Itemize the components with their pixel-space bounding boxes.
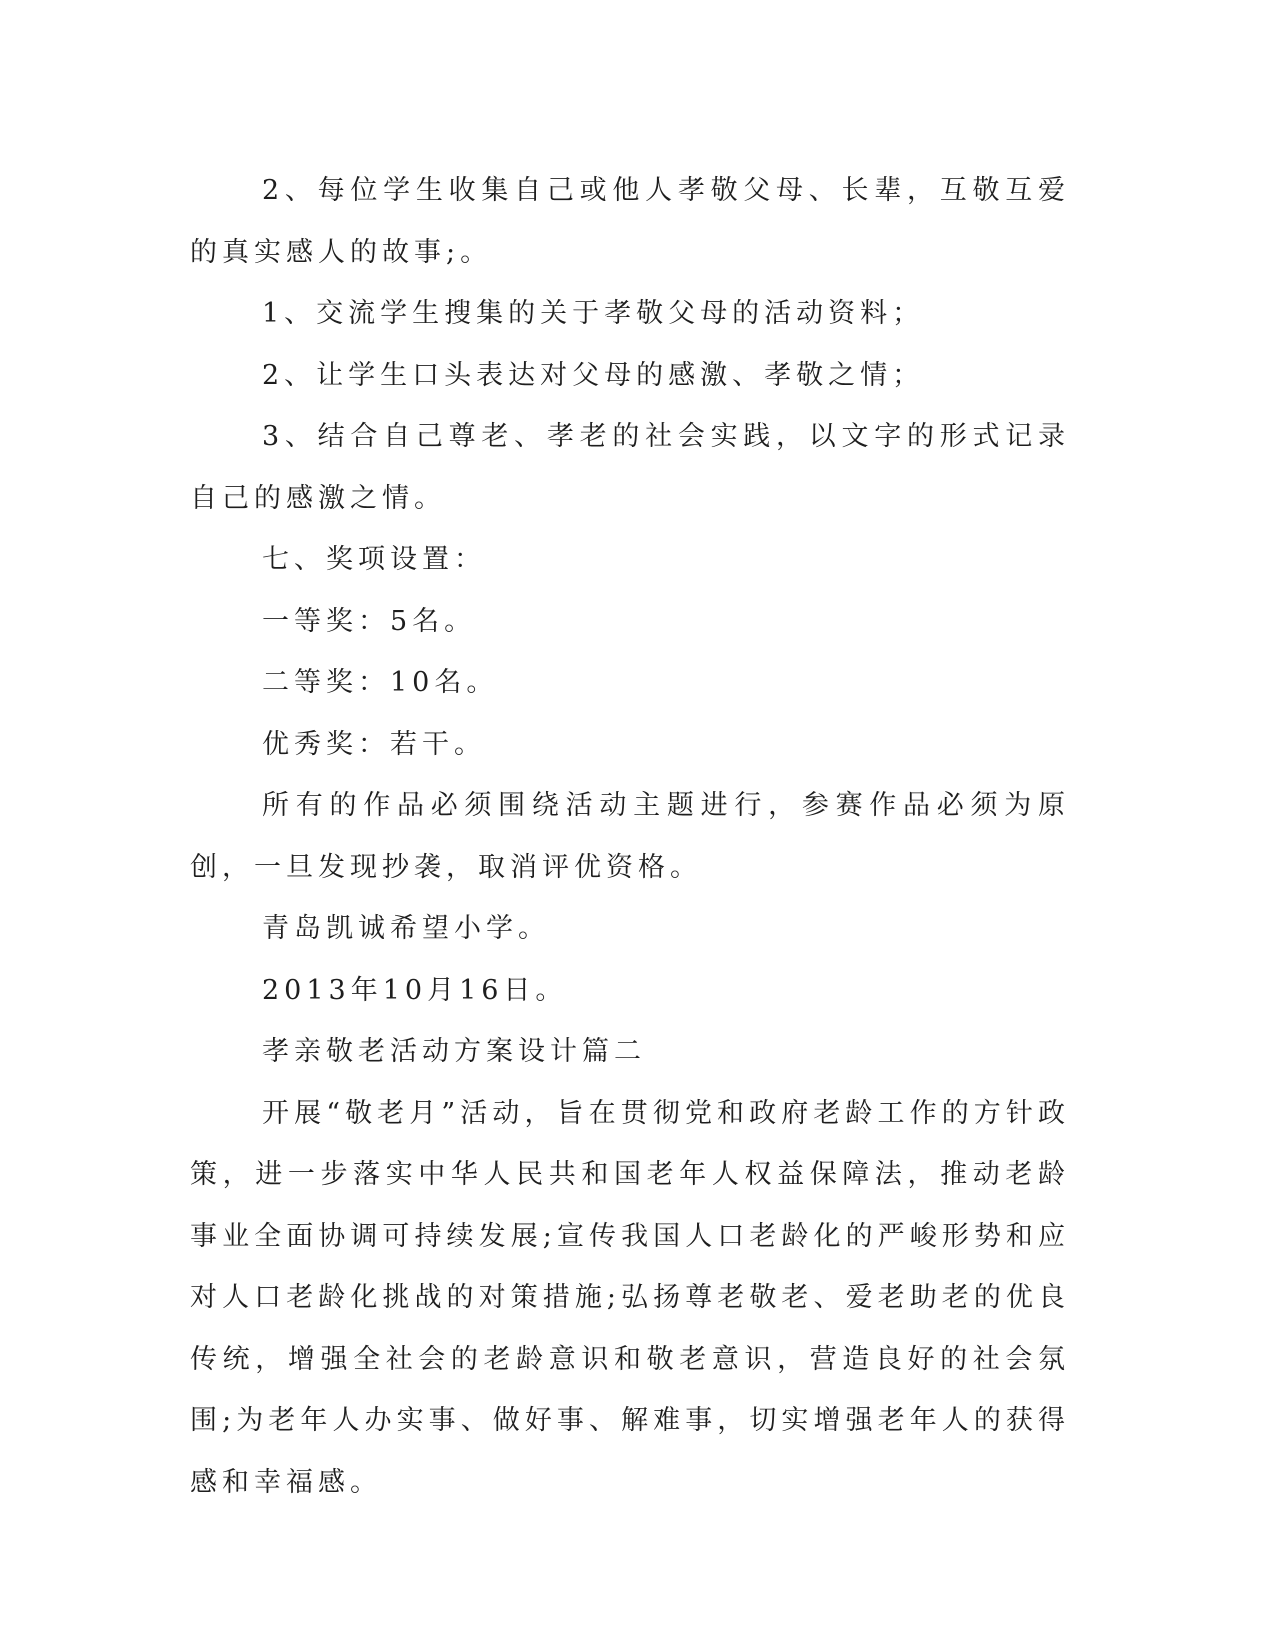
paragraph-originality-rule: 所有的作品必须围绕活动主题进行，参赛作品必须为原创，一旦发现抄袭，取消评优资格。 [190,790,1070,883]
section-title-part-two: 孝亲敬老活动方案设计篇二 [262,1036,646,1067]
paragraph-respect-month: 开展“敬老月”活动，旨在贯彻党和政府老龄工作的方针政策，进一步落实中华人民共和国老年人权益保障法，推动老龄事业全面协调可持续发展;宣传我国人口老龄化的严峻形势和应对人口老龄化挑战的对策措施;弘扬尊老敬老、爱老助老的优良传统，增强全社会的老龄意识和敬老意识，营造良好的社会氛围;为老年人办实事、做好事、解难事，切实增强老年人的获得感和幸福感。 [190,1097,1070,1498]
paragraph-oral-expression: 2、让学生口头表达对父母的感激、孝敬之情； [262,359,925,391]
signature-school: 青岛凯诚希望小学。 [262,913,550,944]
award-excellence: 优秀奖：若干。 [262,728,486,760]
paragraph-exchange-materials: 1、交流学生搜集的关于孝敬父母的活动资料； [262,298,925,329]
award-first-prize: 一等奖：5名。 [262,605,477,637]
award-second-prize: 二等奖：10名。 [262,667,499,698]
section-heading-awards: 七、奖项设置： [262,544,486,575]
paragraph-written-record: 3、结合自己尊老、孝老的社会实践，以文字的形式记录自己的感激之情。 [190,421,1070,514]
document-body [190,160,1070,1513]
signature-date: 2013年10月16日。 [262,974,568,1006]
paragraph-story-collection: 2、每位学生收集自己或他人孝敬父母、长辈，互敬互爱的真实感人的故事;。 [190,175,1070,268]
